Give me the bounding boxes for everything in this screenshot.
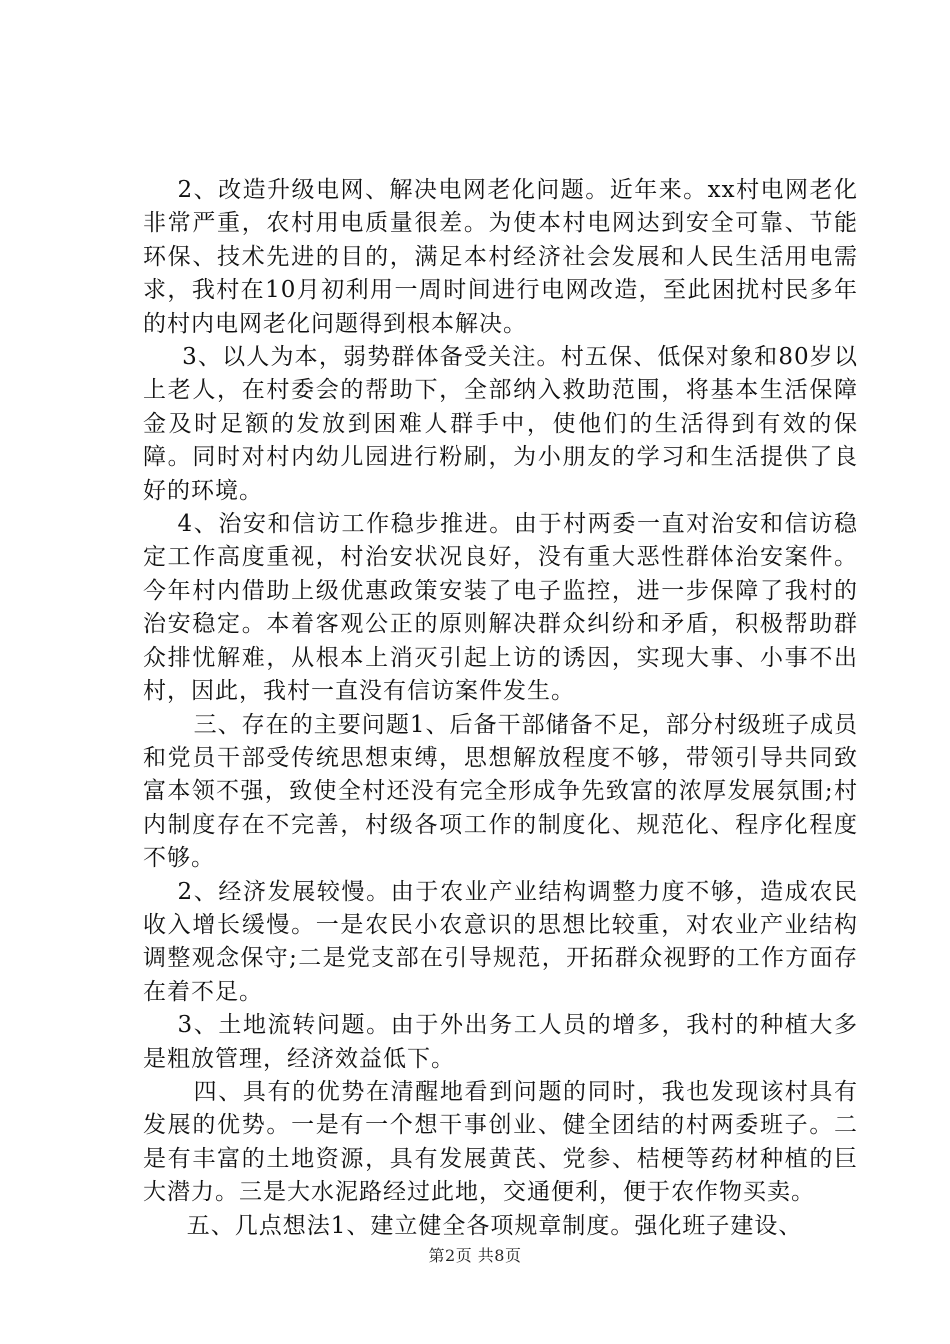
paragraph-land-transfer: 3、土地流转问题。由于外出务工人员的增多，我村的种植大多是粗放管理，经济效益低下。: [143, 1012, 858, 1072]
paragraph-advantages: 四、具有的优势在清醒地看到问题的同时，我也发现该村具有发展的优势。一是有一个想干事创业、健全团结的村两委班子。二是有丰富的土地资源，具有发展黄芪、党参、桔梗等药材种植的巨大潜力。三是大水泥路经过此地，交通便利，便于农作物买卖。: [143, 1078, 858, 1206]
paragraph-suggestions: 五、几点想法1、建立健全各项规章制度。强化班子建设、: [186, 1212, 803, 1239]
paragraph-slow-economy: 2、经济发展较慢。由于农业产业结构调整力度不够，造成农民收入增长缓慢。一是农民小农意识的思想比较重，对农业产业结构调整观念保守;二是党支部在引导规范，开拓群众视野的工作方面存在着不足。: [143, 878, 858, 1005]
paragraph-main-problems: 三、存在的主要问题1、后备干部储备不足，部分村级班子成员和党员干部受传统思想束缚，思想解放程度不够，带领引导共同致富本领不强，致使全村还没有完全形成争先致富的浓厚发展氛围;村内制度存在不完善，村级各项工作的制度化、规范化、程序化程度不够。: [143, 711, 858, 872]
paragraph-electric-grid: 2、改造升级电网、解决电网老化问题。近年来。xx村电网老化非常严重，农村用电质量很差。为使本村电网达到安全可靠、节能环保、技术先进的目的，满足本村经济社会发展和人民生活用电需求，我村在10月初利用一周时间进行电网改造，至此困扰村民多年的村内电网老化问题得到根本解决。: [143, 177, 858, 337]
page-number-footer: 第2页 共8页: [428, 1246, 522, 1265]
paragraph-vulnerable-groups: 3、以人为本，弱势群体备受关注。村五保、低保对象和80岁以上老人，在村委会的帮助下，全部纳入救助范围，将基本生活保障金及时足额的发放到困难人群手中，使他们的生活得到有效的保障。同时对村内幼儿园进行粉刷，为小朋友的学习和生活提供了良好的环境。: [143, 344, 858, 504]
paragraph-public-security: 4、治安和信访工作稳步推进。由于村两委一直对治安和信访稳定工作高度重视，村治安状况良好，没有重大恶性群体治安案件。今年村内借助上级优惠政策安装了电子监控，进一步保障了我村的治安稳定。本着客观公正的原则解决群众纠纷和矛盾，积极帮助群众排忧解难，从根本上消灭引起上访的诱因，实现大事、小事不出村，因此，我村一直没有信访案件发生。: [143, 511, 858, 705]
document-body: [143, 174, 858, 1243]
